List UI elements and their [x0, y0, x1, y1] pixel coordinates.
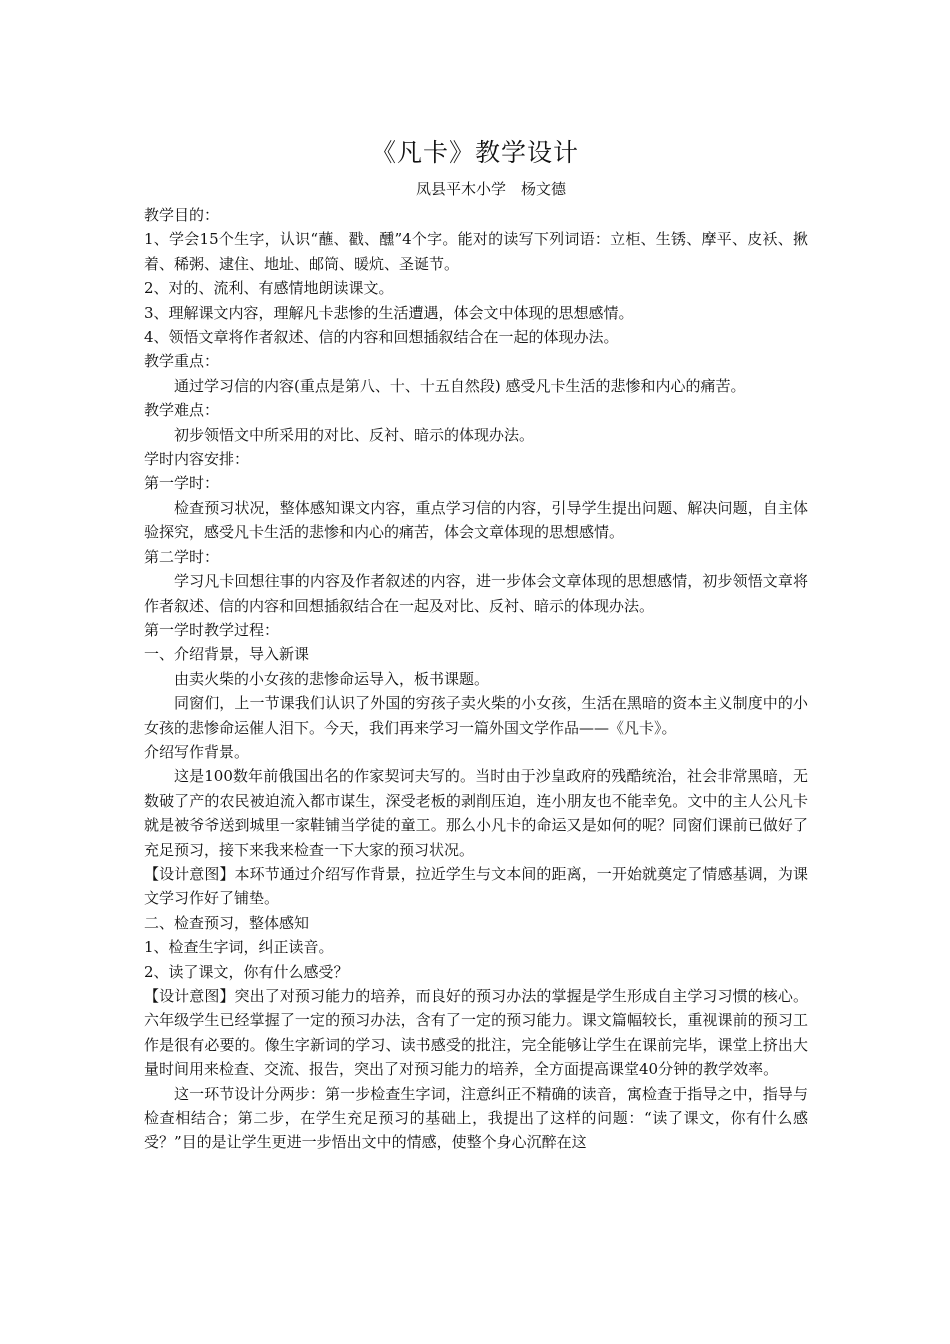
paragraph: 学习凡卡回想往事的内容及作者叙述的内容，进一步体会文章体现的思想感情，初步领悟文章将作者叙述、信的内容和回想插叙结合在一起及对比、反衬、暗示的体现办法。	[144, 572, 808, 615]
paragraph: 检查预习状况，整体感知课文内容，重点学习信的内容，引导学生提出问题、解决问题，自主体验探究，感受凡卡生活的悲惨和内心的痛苦，体会文章体现的思想感情。	[144, 498, 808, 542]
author-line: 凤县平木小学 杨文德	[416, 180, 567, 198]
section-heading: 学时内容安排：	[144, 450, 250, 469]
paragraph: 这一环节设计分两步：第一步检查生字词，注意纠正不精确的读音，寓检查于指导之中，指导与检查相结合；第二步，在学生充足预习的基础上，我提出了这样的问题：“读了课文，你有什么感受？”目的是让学生更进一步悟出文中的情感，使整个身心沉醉在这	[144, 1084, 808, 1152]
paragraph: 1、检查生字词，纠正读音。	[144, 938, 334, 957]
document-title: 《凡卡》教学设计	[370, 138, 579, 167]
paragraph: 这是100数年前俄国出名的作家契诃夫写的。当时由于沙皇政府的残酷统治，社会非常黑暗，无数破了产的农民被迫流入都市谋生，深受老板的剥削压迫，连小朋友也不能幸免。文中的主人公凡卡就是被爷爷送到城里一家鞋铺当学徒的童工。那么小凡卡的命运又是如何的呢？同窗们课前已做好了充足预习，接下来我来检查一下大家的预习状况。	[144, 767, 808, 859]
section-heading: 第二学时：	[144, 547, 220, 566]
paragraph: 同窗们，上一节课我们认识了外国的穷孩子卖火柴的小女孩，生活在黑暗的资本主义制度中的小女孩的悲惨命运催人泪下。今天，我们再来学习一篇外国文学作品——《凡卡》。	[144, 694, 808, 737]
section-heading: 第一学时教学过程：	[144, 620, 280, 639]
section-heading: 教学难点：	[144, 401, 220, 420]
section-heading: 教学重点：	[144, 352, 220, 371]
section-heading: 二、检查预习，整体感知	[144, 913, 310, 932]
paragraph: 1、学会15个生字，认识“蘸、戳、醺”4个字。能对的读写下列词语：立柜、生锈、摩平、皮袄、揪着、稀粥、逮住、地址、邮筒、暖炕、圣诞节。	[144, 230, 808, 273]
section-heading: 一、介绍背景，导入新课	[144, 645, 310, 664]
paragraph: 4、领悟文章将作者叙述、信的内容和回想插叙结合在一起的体现办法。	[144, 328, 619, 347]
paragraph: 教学目的：	[144, 206, 220, 224]
paragraph: 介绍写作背景。	[144, 742, 250, 761]
paragraph: 2、对的、流利、有感情地朗读课文。	[144, 279, 394, 298]
section-heading: 第一学时：	[144, 474, 220, 493]
paragraph: 通过学习信的内容(重点是第八、十、十五自然段) 感受凡卡生活的悲惨和内心的痛苦。	[174, 376, 746, 395]
paragraph: 3、理解课文内容，理解凡卡悲惨的生活遭遇，体会文中体现的思想感情。	[144, 303, 634, 322]
paragraph: 初步领悟文中所采用的对比、反衬、暗示的体现办法。	[174, 425, 535, 444]
paragraph: 2、读了课文，你有什么感受？	[144, 962, 349, 981]
design-intent-note: 【设计意图】突出了对预习能力的培养，而良好的预习办法的掌握是学生形成自主学习习惯的核心。六年级学生已经掌握了一定的预习办法，含有了一定的预习能力。课文篇幅较长，重视课前的预习工作是很有必要的。像生字新词的学习、读书感受的批注，完全能够让学生在课前完毕，课堂上挤出大量时间用来检查、交流、报告，突出了对预习能力的培养，全方面提高课堂40分钟的教学效率。	[144, 987, 808, 1079]
paragraph: 由卖火柴的小女孩的悲惨命运导入，板书课题。	[174, 669, 490, 688]
design-intent-note: 【设计意图】本环节通过介绍写作背景，拉近学生与文本间的距离，一开始就奠定了情感基调，为课文学习作好了铺垫。	[144, 864, 808, 908]
document-body	[144, 203, 808, 1155]
